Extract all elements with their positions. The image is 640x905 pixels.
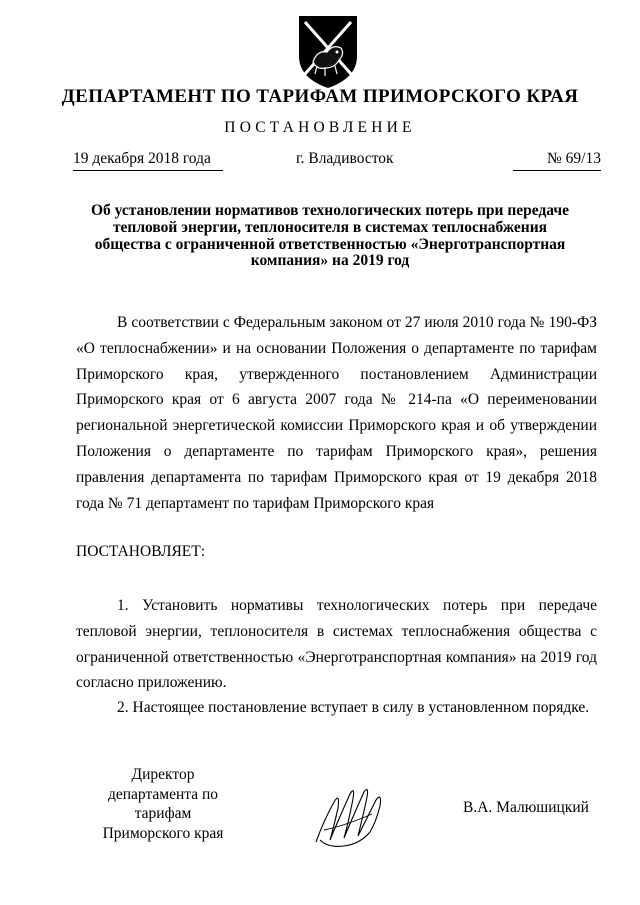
decree-item-2: 2. Настоящее постановление вступает в силу в установленном порядке. [117, 699, 590, 716]
signatory-title-line-3: Приморского края [102, 824, 224, 842]
signatory-name: В.А. Малюшицкий [463, 799, 589, 816]
signatory-title [78, 765, 248, 843]
preamble-paragraph: В соответствии с Федеральным законом от 27 июля 2010 года № 190-ФЗ «О теплоснабжении» и на основании Положения о департаменте по тарифам Приморского края, утвержденного постановлением Администрации Приморского края от 6 августа 2007 года № 214-па «О переименовании региональной энергетической комиссии Приморского края и об утверждении Положения о департаменте по тарифам Приморского края», решения правления департамента по тарифам Приморского края от 19 декабря 2018 года № 71 департамент по тарифам Приморского края [76, 314, 597, 512]
decree-item-1: 1. Установить нормативы технологических потерь при передаче тепловой энергии, теплоносителя в системах теплоснабжения общества с ограниченной ответственностью «Энерготранспортная компания» на 2019 год согласно приложению. [76, 597, 597, 692]
coat-of-arms-icon [295, 12, 361, 90]
document-city: г. Владивосток [296, 150, 394, 167]
document-number: № 69/13 [513, 150, 601, 171]
handwritten-signature-icon [310, 780, 390, 855]
document-heading: Об установлении нормативов технологических потерь при передаче тепловой энергии, теплоносителя в системах теплоснабжения общества с ограниченной ответственностью «Энерготранспортная компания» на 2019 год [90, 202, 570, 270]
document-date: 19 декабря 2018 года [73, 150, 223, 171]
document-type: ПОСТАНОВЛЕНИЕ [224, 119, 416, 136]
signatory-title-line-1: Директор [131, 766, 195, 783]
decree-word: ПОСТАНОВЛЯЕТ: [76, 543, 206, 560]
department-title: ДЕПАРТАМЕНТ ПО ТАРИФАМ ПРИМОРСКОГО КРАЯ [61, 86, 579, 107]
signatory-title-line-2: департамента по тарифам [107, 785, 219, 822]
